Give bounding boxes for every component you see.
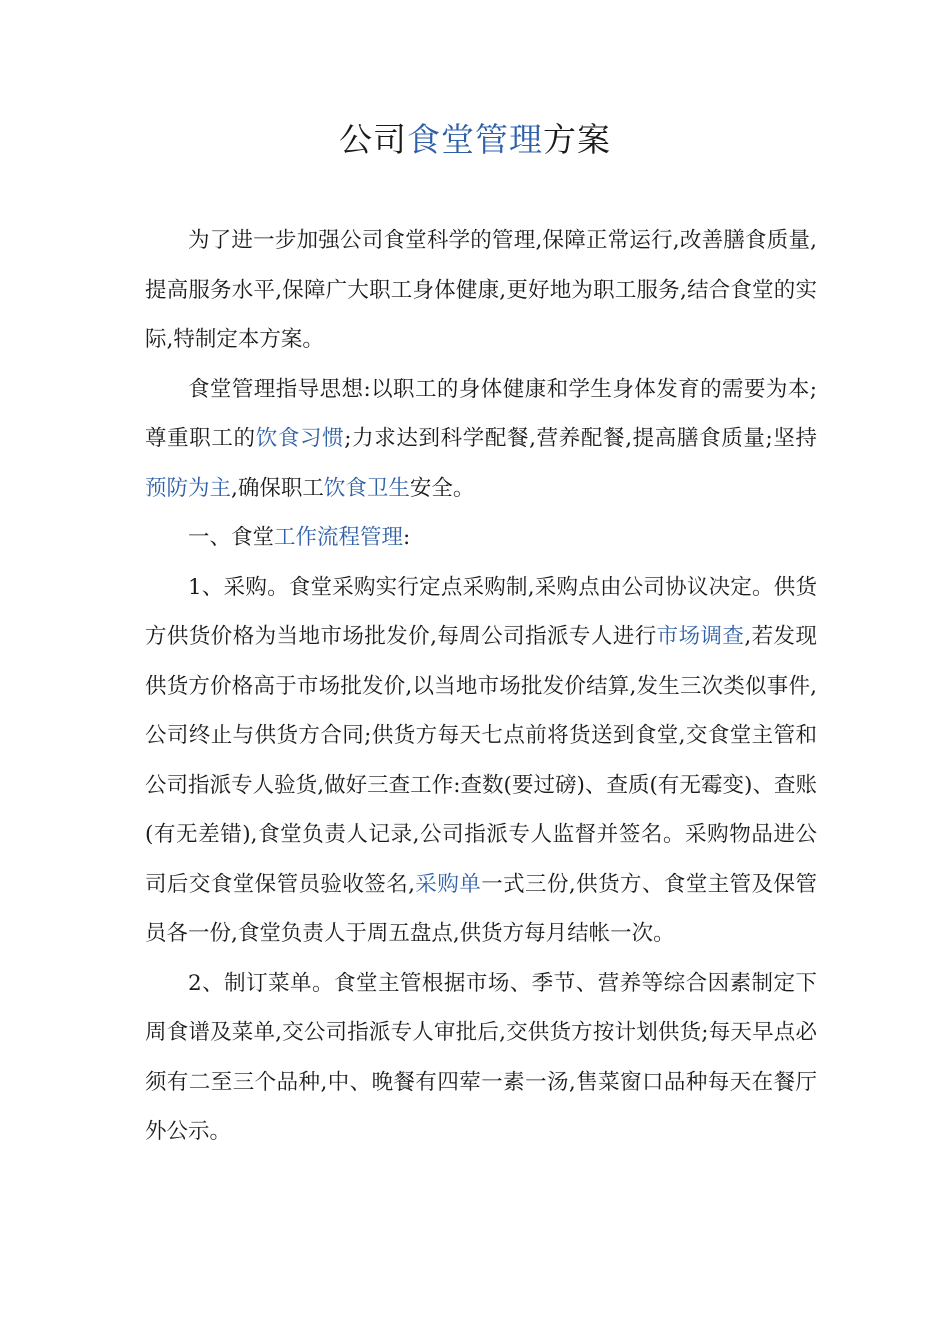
- text-segment: 2、制订菜单。食堂主管根据市场、季节、营养等综合因素制定下周食谱及菜单,交公司指派专人审批后,交供货方按计划供货;每天早点必须有二至三个品种,中、晚餐有四荤一素一汤,售菜窗口品种每天在餐厅外公示。: [145, 970, 817, 1144]
- link-workflow-management[interactable]: 工作流程管理: [274, 525, 404, 550]
- link-eating-habits[interactable]: 饮食习惯: [255, 426, 345, 451]
- text-segment: ;力求达到科学配餐,营养配餐,提高膳食质量;坚持: [344, 426, 817, 451]
- link-purchase-order[interactable]: 采购单: [414, 871, 482, 897]
- link-prevention-first[interactable]: 预防为主: [145, 475, 232, 501]
- page-title: [0, 118, 950, 162]
- title-suffix: 方案: [543, 120, 611, 159]
- text-segment: 一式三份,供货方、食堂主管及保管员各一份,食堂负责人于周五盘点,供货方每月结帐一次。: [145, 871, 817, 946]
- document-body: [145, 216, 817, 1157]
- paragraph-procurement: [145, 563, 817, 959]
- text-segment: 安全。: [409, 475, 475, 501]
- paragraph-intro: [145, 216, 817, 365]
- link-food-hygiene[interactable]: 饮食卫生: [323, 475, 410, 501]
- title-prefix: 公司: [339, 120, 407, 159]
- text-segment: 1、采购。食堂采购实行定点采购制,采购点由公司协议决定。供货方供货价格为当地市场批发价,每周公司指派专人进行: [145, 574, 817, 649]
- paragraph-guiding-principle: [145, 365, 817, 514]
- section-heading-workflow: [145, 513, 817, 563]
- paragraph-menu-planning: [145, 959, 817, 1157]
- text-segment: 为了进一步加强公司食堂科学的管理,保障正常运行,改善膳食质量,提高服务水平,保障广大职工身体健康,更好地为职工服务,结合食堂的实际,特制定本方案。: [145, 228, 817, 352]
- text-segment: 食堂管理指导思想:以职工的身体健康和学生身体发育的需要为本;尊重职工的: [145, 376, 817, 451]
- text-segment: 一、食堂: [188, 525, 275, 550]
- text-segment: ,若发现供货方价格高于市场批发价,以当地市场批发价结算,发生三次类似事件,公司终止与供货方合同;供货方每天七点前将货送到食堂,交食堂主管和公司指派专人验货,做好三查工作:查数(要过磅)、查质(有无霉变)、查账(有无差错),食堂负责人记录,公司指派专人监督并签名。采购物品进公司后交食堂保管员验收签名,: [145, 624, 817, 897]
- text-segment: :: [403, 525, 411, 550]
- link-market-survey[interactable]: 市场调查: [656, 624, 745, 649]
- text-segment: ,确保职工: [231, 475, 324, 501]
- title-link-canteen-management[interactable]: 食堂管理: [407, 120, 543, 159]
